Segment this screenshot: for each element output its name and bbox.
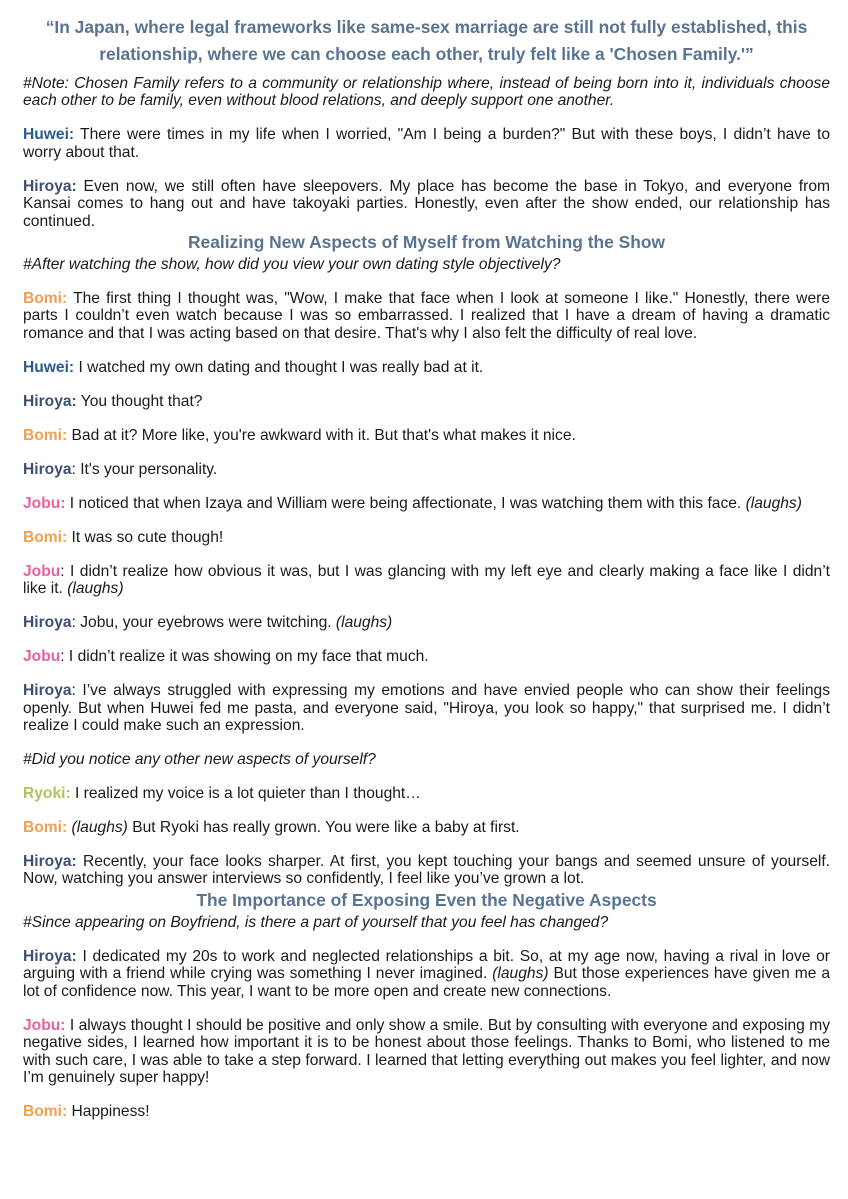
speaker-name: Bomi: bbox=[23, 1102, 68, 1120]
laughs-aside: (laughs) bbox=[67, 819, 128, 837]
speaker-name: Ryoki: bbox=[23, 785, 71, 803]
speaker-name: Jobu bbox=[23, 562, 61, 580]
dialogue-text: It's your personality. bbox=[75, 460, 218, 478]
speaker-name: Hiroya bbox=[23, 460, 72, 478]
dialogue-line bbox=[23, 819, 830, 836]
dialogue-line bbox=[23, 359, 830, 376]
dialogue-line bbox=[23, 853, 830, 888]
speaker-name: Jobu: bbox=[23, 1016, 66, 1034]
interview-question: #Did you notice any other new aspects of yourself? bbox=[23, 751, 376, 769]
dialogue-line bbox=[23, 393, 830, 410]
dialogue-line bbox=[23, 529, 830, 546]
dialogue-line bbox=[23, 1103, 830, 1120]
speaker-name: Hiroya bbox=[23, 614, 72, 632]
laughs-aside: (laughs) bbox=[67, 580, 124, 598]
dialogue-text: I didn’t realize how obvious it was, but I was glancing with my left eye and clearly making a face like I didn’t like it. bbox=[23, 562, 830, 598]
speaker-name: Hiroya: bbox=[23, 947, 77, 965]
dialogue-line bbox=[23, 785, 830, 802]
dialogue-line bbox=[23, 290, 830, 342]
speaker-name: Jobu: bbox=[23, 494, 66, 512]
note-paragraph: #Note: Chosen Family refers to a community or relationship where, instead of being born into it, individuals choose each other to be family, even without blood relations, and deeply support one another. bbox=[23, 75, 830, 110]
dialogue-line bbox=[23, 126, 830, 161]
speaker-colon: : bbox=[60, 562, 65, 580]
speaker-name: Hiroya: bbox=[23, 177, 77, 195]
speaker-name: Bomi: bbox=[23, 426, 68, 444]
dialogue-line bbox=[23, 563, 830, 598]
interview-question: #After watching the show, how did you view your own dating style objectively? bbox=[23, 256, 561, 274]
dialogue-line bbox=[23, 1017, 830, 1087]
dialogue-text: Even now, we still often have sleepovers. My place has become the base in Tokyo, and everyone from Kansai comes to hang out and have takoyaki parties. Honestly, even after the show ended, our relationship has continued. bbox=[23, 177, 830, 230]
dialogue-text: Recently, your face looks sharper. At first, you kept touching your bangs and seemed unsure of yourself. Now, watching you answer interviews so confidently, I feel like you’ve grown a lot. bbox=[23, 853, 830, 888]
dialogue-text: You thought that? bbox=[76, 392, 203, 410]
dialogue-text: I noticed that when Izaya and William were being affectionate, I was watching them with this face. bbox=[65, 494, 746, 512]
dialogue-text: Bad at it? More like, you're awkward with it. But that's what makes it nice. bbox=[67, 426, 576, 444]
speaker-name: Huwei: bbox=[23, 126, 75, 144]
dialogue-text: But those experiences have given me a lot of confidence now. This year, I want to be more open and create new connections. bbox=[23, 965, 830, 1000]
dialogue-line bbox=[23, 427, 830, 444]
section-heading: Realizing New Aspects of Myself from Watching the Show bbox=[187, 232, 665, 253]
speaker-colon: : bbox=[71, 614, 76, 632]
speaker-name: Bomi: bbox=[23, 819, 68, 837]
speaker-name: Huwei: bbox=[23, 358, 75, 376]
laughs-aside: (laughs) bbox=[335, 614, 393, 632]
dialogue-text: I always thought I should be positive and only show a smile. But by consulting with everyone and exposing my negative sides, I learned how important it is to be honest about those feelings. Thanks to Bomi, who listened to me with such care, I was able to take a step forward. I learned that letting everything out makes you feel lighter, and now I’m genuinely super happy! bbox=[23, 1016, 830, 1086]
speaker-colon: : bbox=[71, 460, 76, 478]
speaker-name: Hiroya: bbox=[23, 853, 77, 871]
interview-question: #Since appearing on Boyfriend, is there a part of yourself that you feel has changed? bbox=[23, 913, 609, 931]
dialogue-text: Jobu, your eyebrows were twitching. bbox=[75, 614, 336, 632]
dialogue-text: Happiness! bbox=[67, 1102, 150, 1120]
dialogue-line bbox=[23, 648, 830, 665]
dialogue-line bbox=[23, 495, 830, 512]
dialogue-text: I’ve always struggled with expressing my emotions and have envied people who can show their feelings openly. But when Huwei fed me pasta, and everyone said, "Hiroya, you look so happy," that surprised me. I didn’t realize I could make such an expression. bbox=[23, 682, 830, 735]
speaker-name: Hiroya bbox=[23, 682, 72, 700]
pull-quote: “In Japan, where legal frameworks like same-sex marriage are still not fully established, this relationship, where we can choose each other, truly felt like a 'Chosen Family.'” bbox=[45, 17, 808, 64]
dialogue-text: But Ryoki has really grown. You were like a baby at first. bbox=[127, 819, 520, 837]
laughs-aside: (laughs) bbox=[492, 965, 549, 983]
speaker-name: Jobu bbox=[23, 648, 61, 666]
dialogue-line bbox=[23, 178, 830, 230]
speaker-colon: : bbox=[60, 648, 65, 666]
dialogue-text: I watched my own dating and thought I was really bad at it. bbox=[74, 358, 484, 376]
speaker-name: Bomi: bbox=[23, 290, 68, 308]
dialogue-text: I didn’t realize it was showing on my face that much. bbox=[64, 648, 429, 666]
dialogue-text: I dedicated my 20s to work and neglected relationships a bit. So, at my age now, having a rival in love or arguing with a friend while crying was something I never imagined. bbox=[23, 947, 830, 983]
dialogue-line bbox=[23, 948, 830, 1000]
dialogue-line bbox=[23, 461, 830, 478]
section-heading: The Importance of Exposing Even the Negative Aspects bbox=[196, 889, 657, 910]
speaker-colon: : bbox=[71, 682, 76, 700]
speaker-name: Bomi: bbox=[23, 528, 68, 546]
laughs-aside: (laughs) bbox=[745, 494, 802, 512]
speaker-name: Hiroya: bbox=[23, 392, 77, 410]
dialogue-line bbox=[23, 614, 830, 631]
dialogue-text: There were times in my life when I worried, "Am I being a burden?" But with these boys, I didn’t have to worry about that. bbox=[23, 126, 830, 161]
dialogue-line bbox=[23, 682, 830, 734]
dialogue-text: I realized my voice is a lot quieter than I thought… bbox=[70, 785, 421, 803]
dialogue-text: The first thing I thought was, "Wow, I make that face when I look at someone I like." Honestly, there were parts I couldn’t even watch because I was so embarrassed. I realized that I have a dream of having a dramatic romance and that I was acting based on that desire. That's why I also felt the difficulty of real love. bbox=[23, 290, 830, 342]
dialogue-text: It was so cute though! bbox=[67, 528, 224, 546]
